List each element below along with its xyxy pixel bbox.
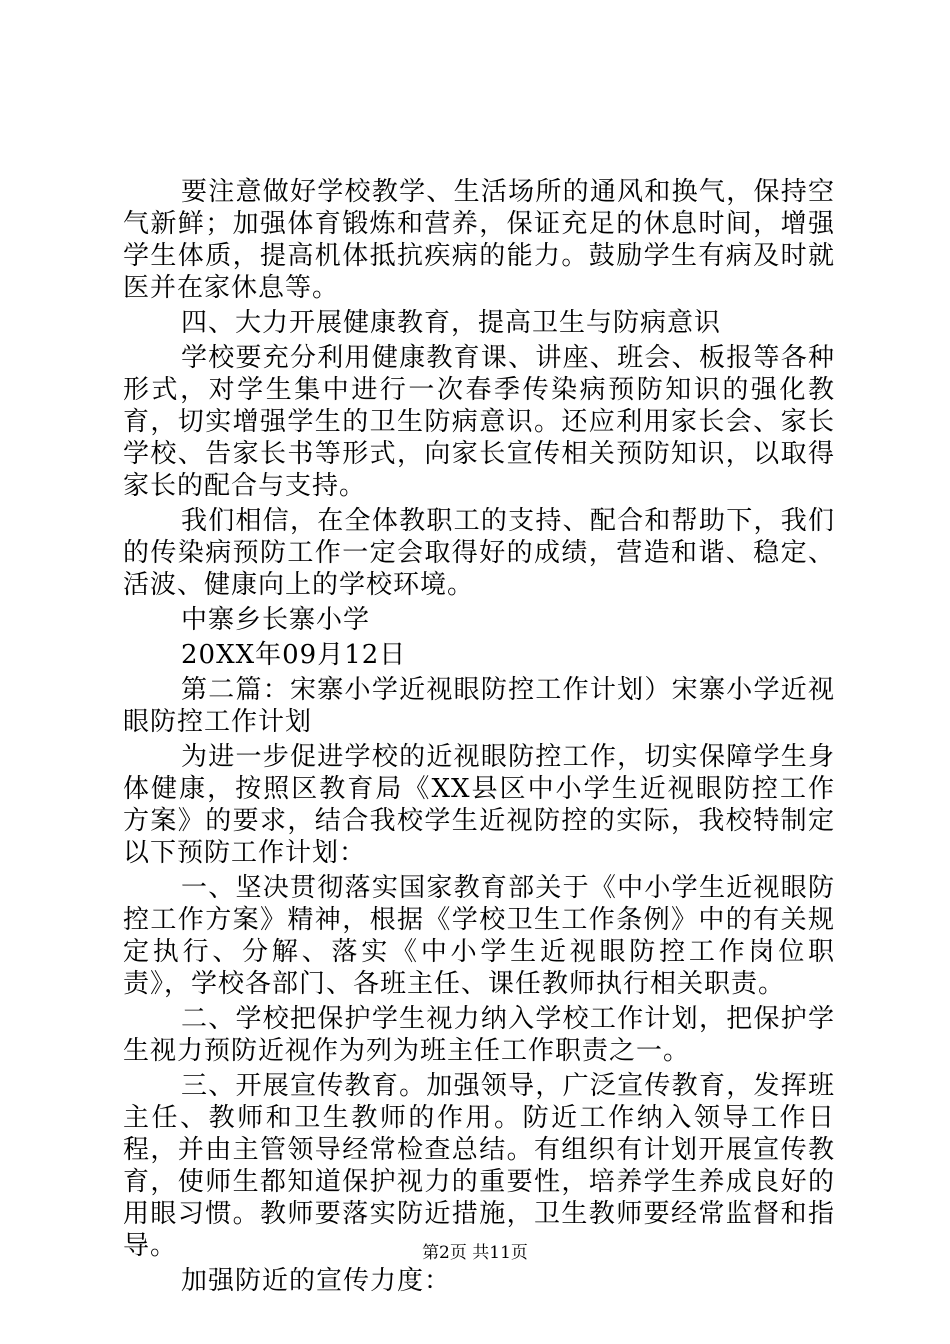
section-heading: 四、大力开展健康教育，提高卫生与防病意识 <box>181 308 722 338</box>
paragraph: 要注意做好学校教学、生活场所的通风和换气，保持空气新鲜；加强体育锻炼和营养，保证充足的休息时间，增强学生体质，提高机体抵抗疾病的能力。鼓励学生有病及时就医并在家休息等。 <box>123 177 835 303</box>
paragraph: 加强防近的宣传力度： <box>181 1266 452 1296</box>
paragraph: 为进一步促进学校的近视眼防控工作，切实保障学生身体健康，按照区教育局《XX县区中小学生近视眼防控工作方案》的要求，结合我校学生近视防控的实际，我校特制定以下预防工作计划： <box>123 742 835 868</box>
paragraph: 三、开展宣传教育。加强领导，广泛宣传教育，发挥班主任、教师和卫生教师的作用。防近工作纳入领导工作日程，并由主管领导经常检查总结。有组织有计划开展宣传教育，使师生都知道保护视力的重要性，培养学生养成良好的用眼习惯。教师要落实防近措施，卫生教师要经常监督和指导。 <box>123 1071 835 1261</box>
paragraph: 一、坚决贯彻落实国家教育部关于《中小学生近视眼防控工作方案》精神，根据《学校卫生工作条例》中的有关规定执行、分解、落实《中小学生近视眼防控工作岗位职责》，学校各部门、各班主任、课任教师执行相关职责。 <box>123 873 835 999</box>
paragraph: 二、学校把保护学生视力纳入学校工作计划，把保护学生视力预防近视作为列为班主任工作职责之一。 <box>123 1004 835 1066</box>
paragraph: 我们相信，在全体教职工的支持、配合和帮助下，我们的传染病预防工作一定会取得好的成绩，营造和谐、稳定、活波、健康向上的学校环境。 <box>123 506 835 600</box>
signature-date: 20XX年09月12日 <box>181 640 407 670</box>
signature-school: 中寨乡长寨小学 <box>181 605 371 635</box>
chapter-title: 第二篇：宋寨小学近视眼防控工作计划）宋寨小学近视眼防控工作计划 <box>123 675 835 737</box>
document-body <box>123 176 835 1300</box>
page-footer: 第2页 共11页 <box>422 1243 528 1263</box>
paragraph: 学校要充分利用健康教育课、讲座、班会、板报等各种形式，对学生集中进行一次春季传染病预防知识的强化教育，切实增强学生的卫生防病意识。还应利用家长会、家长学校、告家长书等形式，向家长宣传相关预防知识，以取得家长的配合与支持。 <box>123 343 835 501</box>
